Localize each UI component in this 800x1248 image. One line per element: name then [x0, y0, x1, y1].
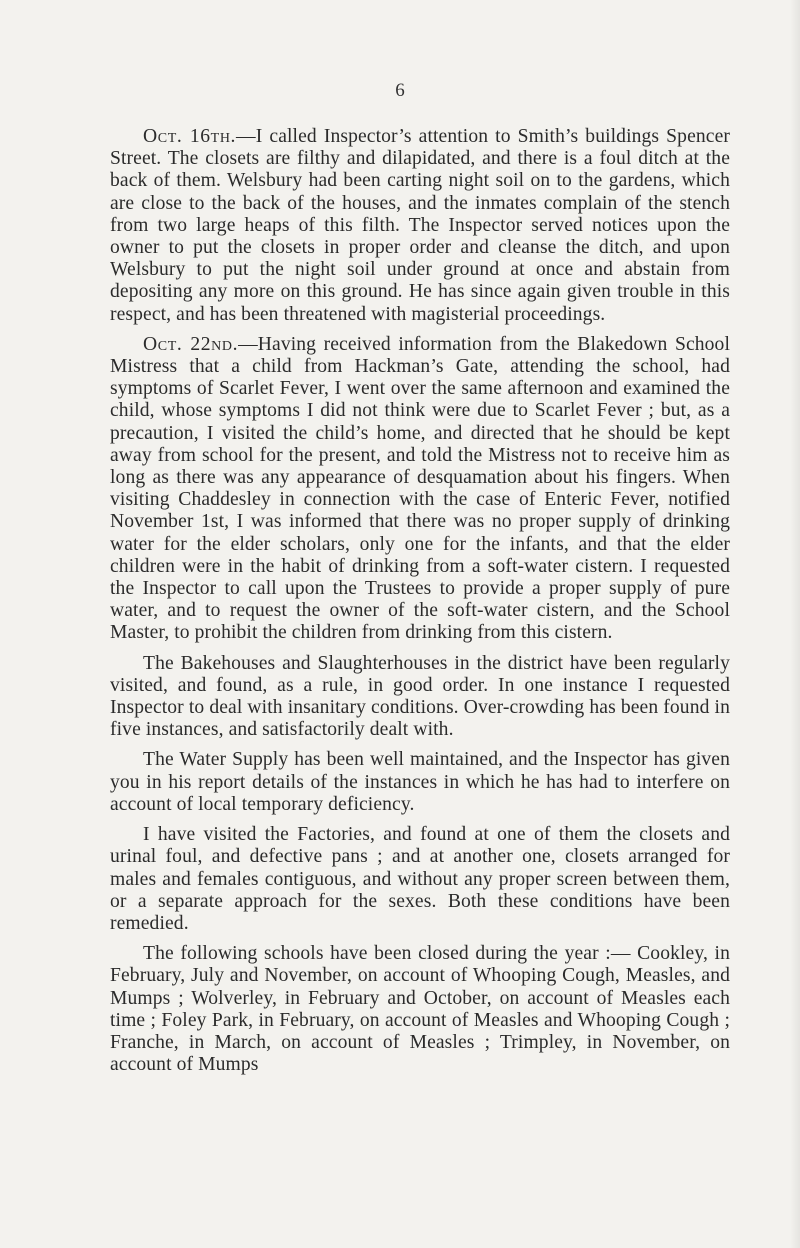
- paragraph-text: The Water Supply has been well maintained, and the Inspector has given you in his report details of the instances in which he has had to interfere on account of local temporary deficiency.: [110, 749, 730, 815]
- paragraph-factories: [110, 824, 730, 935]
- paragraph-text: The Bakehouses and Slaughterhouses in the district have been regularly visited, and found, as a rule, in good order. In one instance I requested Inspector to deal with insanitary conditions. Over-crowding has been found in five instances, and satisfactorily dealt with.: [110, 652, 730, 741]
- paragraph-date: Oct. 22nd.: [143, 333, 239, 355]
- paragraph-text: —I called Inspector’s attention to Smith’s buildings Spencer Street. The closets are filthy and dilapidated, and there is a foul ditch at the back of them. Welsbury had been carting night soil on to the gardens, which are close to the back of the houses, and the inmates complain of the stench from two large heaps of this filth. The Inspector served notices upon the owner to put the closets in proper order and cleanse the ditch, and upon Welsbury to put the night soil under ground at once and abstain from depositing any more on this ground. He has since again given trouble in this respect, and has been threatened with magisterial proceedings.: [110, 126, 730, 325]
- paragraph-oct-16: [110, 126, 730, 326]
- page-edge-shadow: [790, 0, 800, 1248]
- paragraph-bakehouses: [110, 653, 730, 742]
- paragraph-water-supply: [110, 749, 730, 816]
- paragraph-text: —Having received information from the Blakedown School Mistress that a child from Hackman’s Gate, attending the school, had symptoms of Scarlet Fever, I went over the same afternoon and examined the child, whose symptoms I did not think were due to Scarlet Fever ; but, as a precaution, I visited the child’s home, and directed that he should be kept away from school for the present, and told the Mistress not to receive him as long as there was any appearance of desquamation about his fingers. When visiting Chaddesley in connection with the case of Enteric Fever, notified November 1st, I was informed that there was no proper supply of drinking water for the elder scholars, only one for the infants, and that the elder children were in the habit of drinking from a soft-water cistern. I requested the Inspector to call upon the Trustees to provide a proper supply of pure water, and to request the owner of the soft-water cistern, and the School Master, to prohibit the children from drinking from this cistern.: [110, 333, 730, 644]
- document-body: [110, 126, 730, 1084]
- paragraph-text: I have visited the Factories, and found at one of them the closets and urinal foul, and defective pans ; and at another one, closets arranged for males and females contiguous, and without any proper screen between them, or a separate approach for the sexes. Both these conditions have been remedied.: [110, 824, 730, 934]
- paragraph-schools-closed: [110, 943, 730, 1076]
- paragraph-oct-22: [110, 334, 730, 645]
- paragraph-text: The following schools have been closed during the year :— Cookley, in February, July and November, on account of Whooping Cough, Measles, and Mumps ; Wolverley, in February and October, on account of Measles each time ; Foley Park, in February, on account of Measles and Whooping Cough ; Franche, in March, on account of Measles ; Trimpley, in November, on account of Mumps: [110, 943, 730, 1076]
- page-number: 6: [395, 80, 405, 101]
- paragraph-date: Oct. 16th.: [143, 126, 237, 147]
